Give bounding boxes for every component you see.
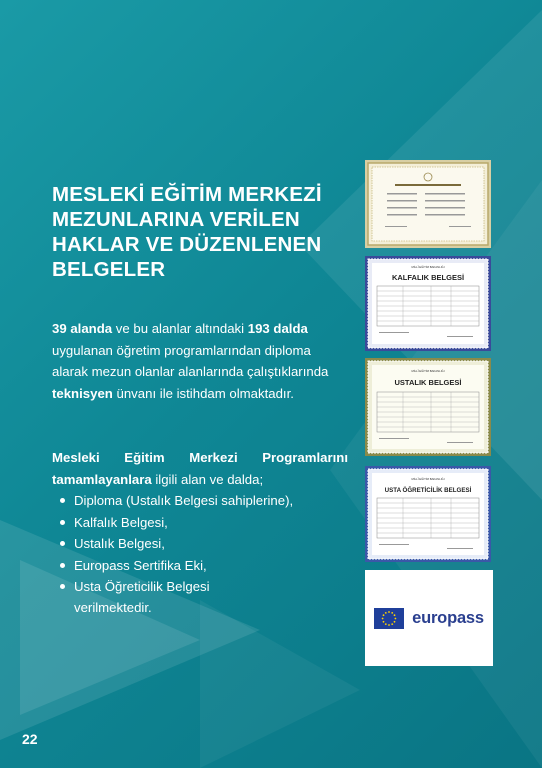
list-item xyxy=(56,576,346,598)
usta-ogreticilik-certificate-image xyxy=(365,466,491,562)
intro-text-b: uygulanan öğretim programlarından diploma alarak mezun olanlar alanlarında çalıştıklarında xyxy=(52,342,329,379)
eu-flag-icon xyxy=(374,608,404,629)
page-title xyxy=(52,182,352,282)
title-line-2: MEZUNLARINA VERİLEN xyxy=(52,208,300,231)
list-item xyxy=(56,512,346,534)
areas-count: 39 alanda xyxy=(52,321,113,336)
title-line-4: BELGELER xyxy=(52,258,166,281)
documents-list xyxy=(56,490,346,598)
programs-lead: Mesleki Eğitim Merkezi Programlarını tamamlayanlara xyxy=(52,450,348,487)
intro-paragraph xyxy=(52,318,348,404)
europass-label: europass xyxy=(412,608,484,627)
page-number: 22 xyxy=(22,731,38,747)
title-word: teknisyen xyxy=(52,385,113,401)
usta-ogreticilik-ministry: MİLLÎ EĞİTİM BAKANLIĞI xyxy=(411,477,445,481)
kalfalik-ministry: MİLLÎ EĞİTİM BAKANLIĞI xyxy=(411,265,445,269)
ustalik-ministry: MİLLÎ EĞİTİM BAKANLIĞI xyxy=(411,369,445,373)
programs-rest: ilgili alan ve dalda; xyxy=(151,471,264,487)
bullet-icon xyxy=(60,498,65,503)
diploma-image xyxy=(365,160,491,248)
intro-text-a: ve bu alanlar altındaki xyxy=(112,321,248,336)
title-line-1: MESLEKİ EĞİTİM MERKEZİ xyxy=(52,183,322,206)
title-line-3: HAKLAR VE DÜZENLENEN xyxy=(52,233,322,256)
documents-tail: verilmektedir. xyxy=(74,600,152,615)
kalfalik-title: KALFALIK BELGESİ xyxy=(391,273,465,282)
list-item xyxy=(56,490,346,512)
list-item-text: Europass Sertifika Eki, xyxy=(74,557,207,573)
bullet-icon xyxy=(60,520,65,525)
list-item xyxy=(56,555,346,577)
intro-text-c: ünvanı ile istihdam olmaktadır. xyxy=(112,385,294,401)
europass-logo-card xyxy=(365,570,493,666)
list-item-text: Kalfalık Belgesi, xyxy=(74,514,168,530)
list-item-text: Usta Öğreticilik Belgesi xyxy=(74,579,210,595)
branches-count: 193 dalda xyxy=(247,321,308,336)
ustalik-certificate-image xyxy=(365,358,491,456)
list-item xyxy=(56,533,346,555)
kalfalik-certificate-image xyxy=(365,256,491,351)
bullet-icon xyxy=(60,541,65,546)
bullet-icon xyxy=(60,563,65,568)
ustalik-title: USTALIK BELGESİ xyxy=(394,378,462,387)
list-item-text: Diploma (Ustalık Belgesi sahiplerine), xyxy=(74,493,294,508)
list-item-text: Ustalık Belgesi, xyxy=(74,536,165,552)
programs-paragraph xyxy=(52,447,348,490)
bullet-icon xyxy=(60,584,65,589)
usta-ogreticilik-title: USTA ÖĞRETİCİLİK BELGESİ xyxy=(384,487,472,494)
